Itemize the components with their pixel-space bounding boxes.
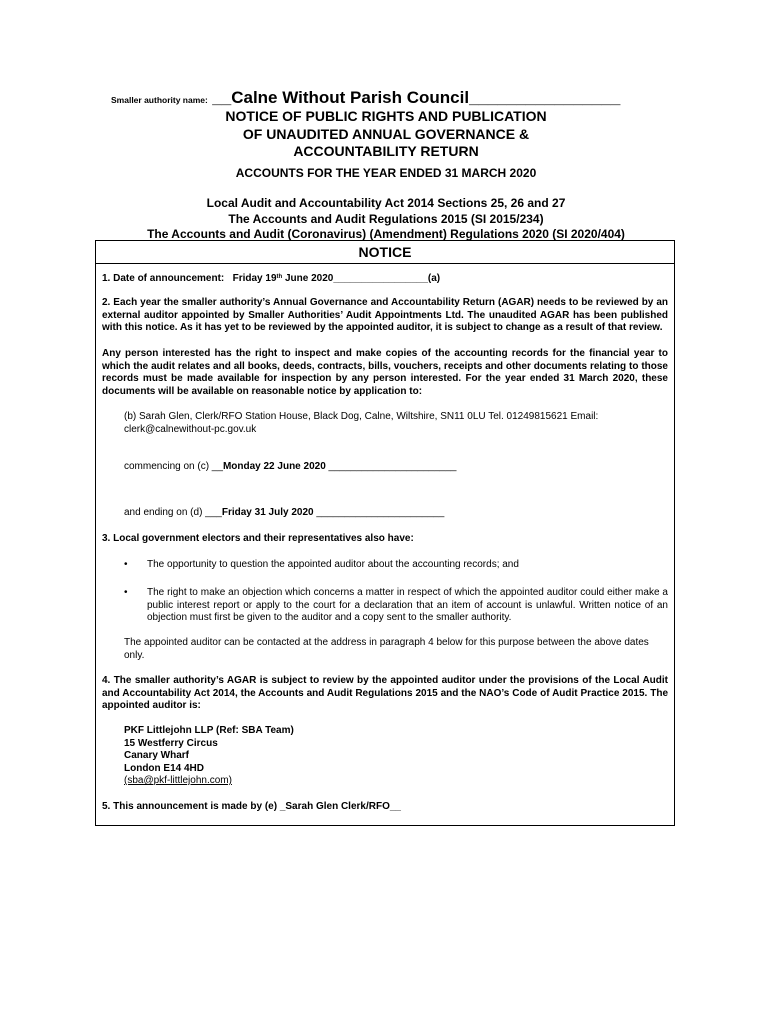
authority-name-label: Smaller authority name:: [111, 95, 208, 105]
notice-title: [96, 108, 676, 161]
ending-date: Friday 31 July 2020: [221, 507, 314, 518]
section-3-closing: The appointed auditor can be contacted at the address in paragraph 4 below for this purpose between the above dates only.: [124, 637, 649, 661]
auditor-address: [124, 725, 668, 788]
section-2-contact: (b) Sarah Glen, Clerk/RFO Station House, Black Dog, Calne, Wiltshire, SN11 0LU Tel. 01249815621 Email: clerk@calnewithout-pc.gov.uk: [124, 411, 599, 435]
ending-blank: _______________________: [313, 507, 445, 518]
commencing-label: commencing on (c) __: [124, 461, 223, 472]
act-line-3: The Accounts and Audit (Coronavirus) (Amendment) Regulations 2020 (SI 2020/404): [147, 227, 625, 241]
section-3-heading: 3. Local government electors and their representatives also have:: [102, 533, 414, 544]
section-3-bullet-2: The right to make an objection which concerns a matter in respect of which the appointed auditor could either make a public interest report or apply to the court for a declaration that an item of account is unlawful. Written notice of an objection must first be given to the auditor and a copy sent to the smaller authority.: [147, 587, 668, 623]
title-line-2: OF UNAUDITED ANNUAL GOVERNANCE &: [242, 125, 530, 142]
auditor-street: 15 Westferry Circus: [124, 737, 218, 749]
section-3-bullet-1: The opportunity to question the appointed auditor about the accounting records; and: [147, 559, 519, 570]
section-2-paragraph-2: Any person interested has the right to inspect and make copies of the accounting records for the financial year to which the audit relates and all books, deeds, contracts, bills, vouchers, receipts and other documents relating to those records must be made available for inspection by any person interested. For the year ended 31 March 2020, these documents will be available on reasonable notice by application to:: [102, 348, 668, 397]
bullet-2-marker: •: [124, 587, 128, 598]
section-1-date-day: Friday 19: [232, 273, 277, 284]
act-line-2: The Accounts and Audit Regulations 2015 (SI 2015/234): [228, 211, 544, 226]
auditor-email-link[interactable]: (sba@pkf-littlejohn.com): [124, 775, 232, 786]
auditor-postcode: London E14 4HD: [124, 762, 205, 774]
act-line-1: Local Audit and Accountability Act 2014 Sections 25, 26 and 27: [206, 196, 566, 210]
ending-label: and ending on (d) ___: [124, 507, 222, 518]
accounts-year-line: ACCOUNTS FOR THE YEAR ENDED 31 MARCH 2020: [235, 166, 537, 180]
legislation-references: [96, 196, 676, 243]
commencing-date: Monday 22 June 2020: [222, 461, 326, 472]
section-5-line: 5. This announcement is made by (e) _Sarah Glen Clerk/RFO__: [102, 801, 401, 812]
auditor-area: Canary Wharf: [124, 750, 190, 761]
section-2-ending: [124, 507, 668, 520]
commencing-blank: _______________________: [325, 461, 457, 472]
section-1-date-rest: June 2020_________________(a): [282, 273, 441, 284]
section-2-paragraph-1: 2. Each year the smaller authority’s Annual Governance and Accountability Return (AGAR) needs to be reviewed by an external auditor appointed by Smaller Authorities’ Audit Appointments Ltd. The unaudited AGAR has been published with this notice. As it has yet to be reviewed by the appointed auditor, it is subject to change as a result of that review.: [102, 297, 668, 333]
authority-name-line: [111, 88, 620, 108]
bullet-1-marker: •: [124, 559, 128, 570]
authority-name-value: __Calne Without Parish Council________________: [212, 88, 621, 107]
section-2-commencing: [124, 461, 668, 474]
notice-box: [95, 240, 675, 826]
section-4-paragraph: 4. The smaller authority’s AGAR is subject to review by the appointed auditor under the provisions of the Local Audit and Accountability Act 2014, the Accounts and Audit Regulations 2015 and the NAO’s Code of Audit Practice 2015. The appointed auditor is:: [102, 675, 668, 711]
notice-heading: NOTICE: [96, 241, 674, 264]
section-1-date-suffix: th: [276, 274, 283, 280]
section-1-label: 1. Date of announcement:: [102, 273, 225, 284]
title-line-1: NOTICE OF PUBLIC RIGHTS AND PUBLICATION: [225, 108, 547, 124]
title-line-3: ACCOUNTABILITY RETURN: [293, 143, 479, 159]
auditor-name: PKF Littlejohn LLP (Ref: SBA Team): [124, 725, 294, 736]
section-1-date: [102, 271, 668, 286]
